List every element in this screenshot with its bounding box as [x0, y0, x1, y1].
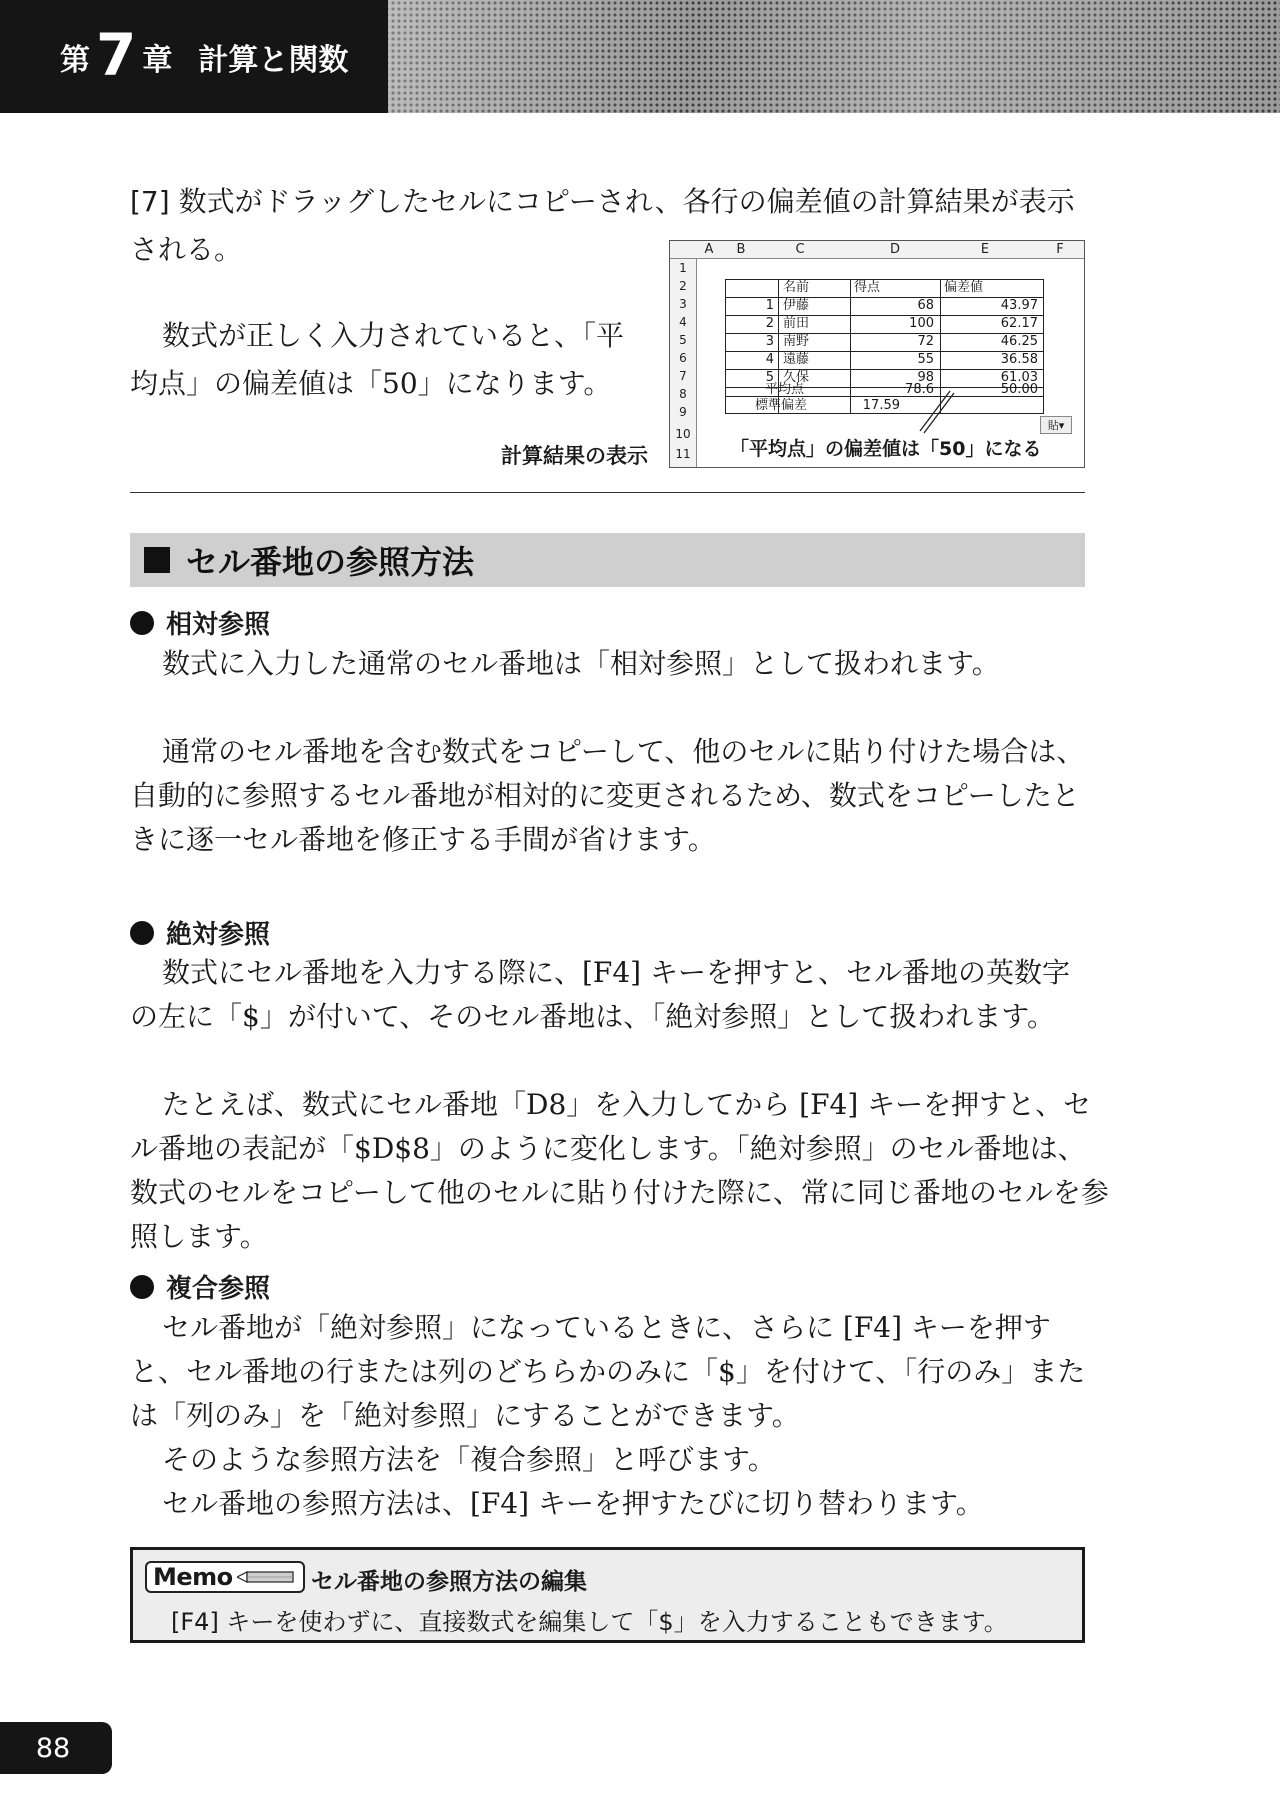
chapter-number: 7 — [96, 20, 137, 89]
table-row-score: 100 — [909, 316, 934, 331]
std-dev-label: 標準偏差 — [755, 398, 808, 413]
table-row-no: 3 — [765, 334, 774, 349]
callout-leader-line — [670, 241, 1083, 466]
figure-callout: 「平均点」の偏差値は「50」になる — [730, 438, 1042, 460]
col-header-a: A — [704, 242, 714, 257]
table-header-name: 名前 — [783, 280, 810, 295]
row-number: 11 — [675, 447, 691, 461]
table-row-score: 72 — [917, 334, 934, 349]
paragraph: セル番地の参照方法は、[F4] キーを押すたびに切り替わります。 — [162, 1487, 984, 1520]
table-row-name: 南野 — [783, 334, 810, 349]
row-number: 9 — [679, 405, 687, 419]
table-row-deviation: 62.17 — [1000, 316, 1038, 331]
table-row-deviation: 43.97 — [1000, 298, 1038, 313]
figure-caption: 計算結果の表示 — [501, 444, 648, 468]
absolute-reference-body — [130, 951, 1110, 1259]
memo-box — [130, 1547, 1085, 1643]
row-number: 4 — [679, 315, 687, 329]
col-header-c: C — [795, 242, 805, 257]
section-header — [130, 533, 1085, 587]
heading-text: 複合参照 — [166, 1274, 271, 1304]
section-divider — [130, 492, 1085, 493]
step-description: 数式がドラッグしたセルにコピーされ、各行の偏差値の計算結果が表示される。 — [130, 185, 1075, 266]
square-bullet-icon — [144, 547, 170, 573]
average-score: 78.6 — [905, 382, 934, 397]
col-header-b: B — [736, 242, 746, 257]
table-row-score: 68 — [917, 298, 934, 313]
section-title: セル番地の参照方法 — [186, 543, 475, 581]
row-number: 10 — [675, 427, 691, 441]
row-number: 5 — [679, 333, 687, 347]
table-row-no: 4 — [765, 352, 774, 367]
bullet-icon — [130, 611, 154, 635]
table-row-deviation: 61.03 — [1000, 370, 1038, 385]
table-row-score: 55 — [917, 352, 934, 367]
paragraph: 数式に入力した通常のセル番地は「相対参照」として扱われます。 — [162, 647, 1000, 680]
chapter-suffix: 章 — [142, 42, 173, 78]
col-header-f: F — [1056, 242, 1064, 257]
chapter-prefix: 第 — [60, 42, 90, 78]
table-row-no: 1 — [765, 298, 774, 313]
memo-label: Memo — [153, 1563, 233, 1591]
paragraph: たとえば、数式にセル番地「D8」を入力してから [F4] キーを押すと、セル番地の表記が「$D$8」のように変化します。「絶対参照」のセル番地は、数式のセルをコピーして他のセルに貼り付けた際に、常に同じ番地のセルを参照します。 — [130, 1088, 1109, 1253]
absolute-reference-heading — [130, 914, 270, 951]
table-row-no: 2 — [765, 316, 774, 331]
note-paragraph: 数式が正しく入力されていると、「平均点」の偏差値は「50」になります。 — [130, 319, 625, 400]
paragraph: 通常のセル番地を含む数式をコピーして、他のセルに貼り付けた場合は、自動的に参照するセル番地が相対的に変更されるため、数式をコピーしたときに逐一セル番地を修正する手間が省けます。 — [130, 735, 1085, 856]
row-number: 8 — [679, 387, 687, 401]
col-header-d: D — [889, 242, 900, 257]
bullet-icon — [130, 1275, 154, 1299]
paragraph: そのような参照方法を「複合参照」と呼びます。 — [162, 1443, 776, 1476]
chapter-title: 計算と関数 — [198, 42, 349, 78]
step-number: [7] — [130, 185, 170, 218]
table-row-name: 伊藤 — [783, 298, 810, 313]
table-row-name: 久保 — [783, 370, 810, 385]
memo-title: セル番地の参照方法の編集 — [311, 1569, 587, 1595]
average-label: 平均点 — [765, 382, 805, 397]
relative-reference-heading — [130, 604, 270, 641]
std-dev-value: 17.59 — [862, 398, 900, 413]
table-row-no: 5 — [765, 370, 774, 385]
table-row-name: 前田 — [783, 316, 810, 331]
mixed-reference-heading — [130, 1268, 270, 1305]
paste-options-icon: 貼▾ — [1040, 416, 1072, 434]
row-number: 1 — [679, 261, 687, 275]
row-number: 3 — [679, 297, 687, 311]
paragraph: 数式にセル番地を入力する際に、[F4] キーを押すと、セル番地の英数字の左に「$」が付いて、そのセル番地は、「絶対参照」として扱われます。 — [130, 956, 1070, 1033]
col-header-e: E — [980, 242, 990, 257]
memo-body: [F4] キーを使わずに、直接数式を編集して「$」を入力することもできます。 — [171, 1608, 1008, 1636]
table-row-deviation: 46.25 — [1000, 334, 1038, 349]
memo-tag — [145, 1561, 305, 1593]
table-header-deviation: 偏差値 — [944, 280, 984, 295]
average-deviation: 50.00 — [1000, 382, 1038, 397]
table-header-score: 得点 — [854, 280, 881, 295]
paragraph: セル番地が「絶対参照」になっているときに、さらに [F4] キーを押すと、セル番地の行または列のどちらかのみに「$」を付けて、「行のみ」または「列のみ」を「絶対参照」にすることができます。 — [130, 1311, 1086, 1432]
table-row-score: 98 — [917, 370, 934, 385]
table-row-deviation: 36.58 — [1000, 352, 1038, 367]
page-number: 88 — [0, 1722, 112, 1774]
row-number: 7 — [679, 369, 687, 383]
heading-text: 絶対参照 — [166, 920, 271, 950]
heading-text: 相対参照 — [166, 610, 271, 640]
bullet-icon — [130, 921, 154, 945]
pencil-icon — [237, 1571, 297, 1583]
spreadsheet-figure — [669, 240, 1085, 468]
table-row-name: 遠藤 — [783, 352, 810, 367]
mixed-reference-body — [130, 1306, 1110, 1526]
chapter-header — [0, 0, 388, 113]
relative-reference-body — [130, 642, 1110, 862]
row-number: 6 — [679, 351, 687, 365]
row-number: 2 — [679, 279, 687, 293]
